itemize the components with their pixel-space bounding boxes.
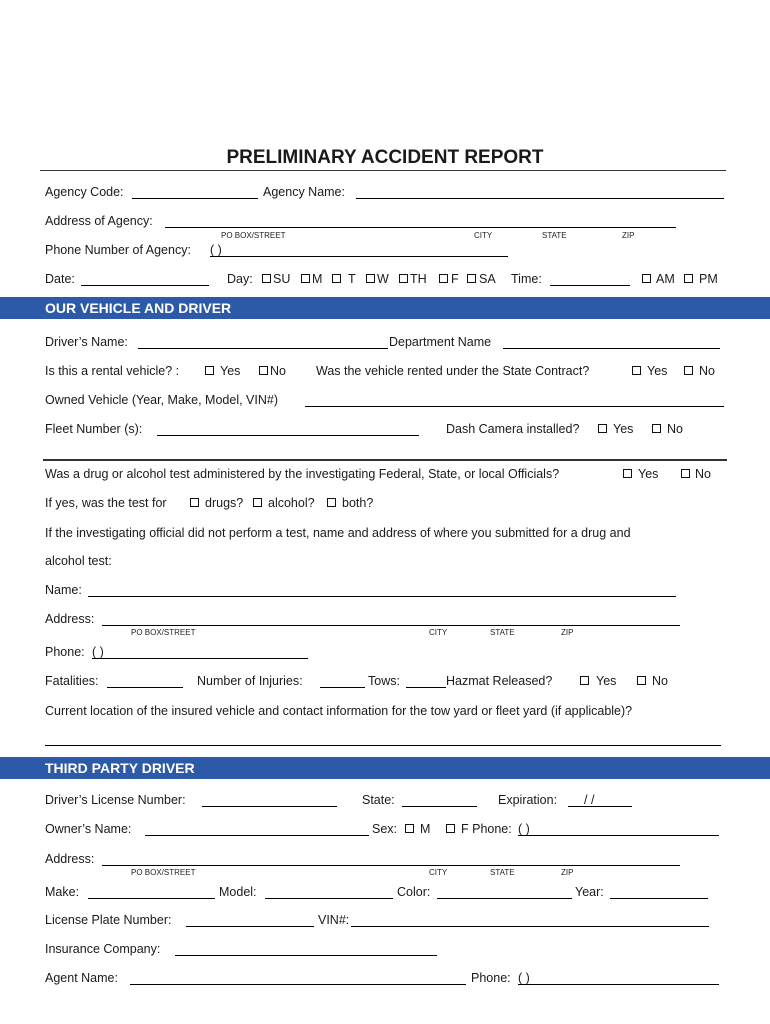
state-contract-question: Was the vehicle rented under the State Contract? [316, 364, 590, 378]
test-site-phone-label: Phone: [45, 645, 85, 659]
agency-phone-paren: ( ) [210, 243, 222, 257]
expiration-field[interactable] [568, 806, 632, 807]
fatalities-label: Fatalities: [45, 674, 99, 688]
state-label: State: [362, 793, 395, 807]
expiration-slashes: / / [584, 793, 595, 807]
day-w-label: W [377, 272, 389, 286]
day-f-label: F [451, 272, 459, 286]
not-performed-text-1: If the investigating official did not perform a test, name and address of where you submitted for a drug and [45, 526, 631, 540]
state-field[interactable] [402, 806, 477, 807]
not-performed-text-2: alcohol test: [45, 554, 112, 568]
rental-yes-checkbox[interactable] [205, 366, 214, 375]
sub-city-label: CITY [429, 868, 448, 877]
sub-zip-label: ZIP [561, 868, 574, 877]
third-party-address-label: Address: [45, 852, 95, 866]
contract-no-label: No [699, 364, 715, 378]
dash-no-label: No [667, 422, 683, 436]
owner-phone-paren: ( ) [518, 822, 530, 836]
day-m-label: M [312, 272, 323, 286]
section-header-third-party [0, 757, 770, 779]
dash-yes-label: Yes [613, 422, 634, 436]
color-label: Color: [397, 885, 431, 899]
f-phone-label: F Phone: [461, 822, 512, 836]
agency-name-label: Agency Name: [263, 185, 345, 199]
agent-phone-field[interactable] [518, 984, 719, 985]
test-site-phone-field[interactable] [92, 658, 308, 659]
tows-label: Tows: [368, 674, 400, 688]
fleet-number-field[interactable] [157, 435, 419, 436]
sex-f-checkbox[interactable] [446, 824, 455, 833]
day-t-label: T [348, 272, 356, 286]
sub-pobox-label: PO BOX/STREET [221, 231, 286, 240]
sub-state-label: STATE [490, 628, 515, 637]
current-location-field[interactable] [45, 745, 721, 746]
alcohol-label: alcohol? [268, 496, 315, 510]
sex-label: Sex: [372, 822, 398, 836]
day-th-checkbox[interactable] [399, 274, 408, 283]
agent-name-field[interactable] [130, 984, 466, 985]
day-t-checkbox[interactable] [332, 274, 341, 283]
model-label: Model: [219, 885, 257, 899]
rental-question: Is this a rental vehicle? : [45, 364, 180, 378]
am-label: AM [656, 272, 675, 286]
time-field[interactable] [550, 285, 630, 286]
section-divider [43, 459, 727, 461]
sub-state-label: STATE [542, 231, 567, 240]
sub-state-label: STATE [490, 868, 515, 877]
insurance-label: Insurance Company: [45, 942, 161, 956]
plate-field[interactable] [186, 926, 314, 927]
dash-no-checkbox[interactable] [652, 424, 661, 433]
day-su-checkbox[interactable] [262, 274, 271, 283]
day-sa-label: SA [479, 272, 496, 286]
agency-code-field[interactable] [132, 198, 258, 199]
year-field[interactable] [610, 898, 708, 899]
date-label: Date: [45, 272, 75, 286]
contract-no-checkbox[interactable] [684, 366, 693, 375]
injuries-field[interactable] [320, 687, 365, 688]
injuries-label: Number of Injuries: [197, 674, 303, 688]
if-yes-label: If yes, was the test for [45, 496, 167, 510]
color-field[interactable] [437, 898, 572, 899]
owners-name-label: Owner’s Name: [45, 822, 132, 836]
fleet-number-label: Fleet Number (s): [45, 422, 143, 436]
hazmat-label: Hazmat Released? [446, 674, 553, 688]
sub-city-label: CITY [474, 231, 493, 240]
agency-name-field[interactable] [356, 198, 724, 199]
drugs-checkbox[interactable] [190, 498, 199, 507]
section-header-our-vehicle [0, 297, 770, 319]
sub-zip-label: ZIP [561, 628, 574, 637]
sub-zip-label: ZIP [622, 231, 635, 240]
page-title: PRELIMINARY ACCIDENT REPORT [226, 147, 544, 168]
day-m-checkbox[interactable] [301, 274, 310, 283]
rental-no-label: No [270, 364, 286, 378]
test-site-name-field[interactable] [88, 596, 676, 597]
agency-address-field[interactable] [165, 227, 676, 228]
sub-city-label: CITY [429, 628, 448, 637]
vin-field[interactable] [351, 926, 709, 927]
agency-address-label: Address of Agency: [45, 214, 153, 228]
title-rule [40, 170, 726, 171]
agent-phone-label: Phone: [471, 971, 511, 985]
drug-test-question: Was a drug or alcohol test administered by the investigating Federal, State, or local Officials? [45, 467, 560, 481]
drug-test-yes-checkbox[interactable] [623, 469, 632, 478]
dash-camera-label: Dash Camera installed? [446, 422, 580, 436]
pm-checkbox[interactable] [684, 274, 693, 283]
agent-name-label: Agent Name: [45, 971, 118, 985]
both-checkbox[interactable] [327, 498, 336, 507]
plate-label: License Plate Number: [45, 913, 172, 927]
time-label: Time: [511, 272, 542, 286]
rental-no-checkbox[interactable] [259, 366, 268, 375]
insurance-field[interactable] [175, 955, 437, 956]
day-label: Day: [227, 272, 253, 286]
drug-test-no-label: No [695, 467, 711, 481]
am-checkbox[interactable] [642, 274, 651, 283]
sex-m-label: M [420, 822, 431, 836]
day-w-checkbox[interactable] [366, 274, 375, 283]
sex-m-checkbox[interactable] [405, 824, 414, 833]
year-label: Year: [575, 885, 604, 899]
dash-yes-checkbox[interactable] [598, 424, 607, 433]
hazmat-yes-checkbox[interactable] [580, 676, 589, 685]
section-title: OUR VEHICLE AND DRIVER [45, 300, 232, 316]
vin-label: VIN#: [318, 913, 350, 927]
drivers-name-field[interactable] [138, 348, 388, 349]
make-field[interactable] [88, 898, 215, 899]
contract-yes-label: Yes [647, 364, 668, 378]
owned-vehicle-field[interactable] [305, 406, 724, 407]
day-th-label: TH [410, 272, 427, 286]
hazmat-no-label: No [652, 674, 668, 688]
department-name-field[interactable] [503, 348, 720, 349]
drug-test-no-checkbox[interactable] [681, 469, 690, 478]
fatalities-field[interactable] [107, 687, 183, 688]
agency-phone-field[interactable] [210, 256, 508, 257]
contract-yes-checkbox[interactable] [632, 366, 641, 375]
department-name-label: Department Name [389, 335, 492, 349]
sub-pobox-label: PO BOX/STREET [131, 868, 196, 877]
test-site-phone-paren: ( ) [92, 645, 104, 659]
alcohol-checkbox[interactable] [253, 498, 262, 507]
agent-phone-paren: ( ) [518, 971, 530, 985]
license-number-label: Driver’s License Number: [45, 793, 186, 807]
rental-yes-label: Yes [220, 364, 241, 378]
section-title: THIRD PARTY DRIVER [45, 760, 195, 776]
pm-label: PM [699, 272, 718, 286]
owned-vehicle-label: Owned Vehicle (Year, Make, Model, VIN#) [45, 393, 278, 407]
day-su-label: SU [273, 272, 291, 286]
hazmat-no-checkbox[interactable] [637, 676, 646, 685]
owners-name-field[interactable] [145, 835, 369, 836]
sub-pobox-label: PO BOX/STREET [131, 628, 196, 637]
hazmat-yes-label: Yes [596, 674, 617, 688]
model-field[interactable] [265, 898, 393, 899]
test-site-address-label: Address: [45, 612, 95, 626]
drivers-name-label: Driver’s Name: [45, 335, 128, 349]
third-party-address-field[interactable] [102, 865, 680, 866]
drug-test-yes-label: Yes [638, 467, 659, 481]
test-site-name-label: Name: [45, 583, 82, 597]
expiration-label: Expiration: [498, 793, 558, 807]
date-field[interactable] [81, 285, 209, 286]
current-location-label: Current location of the insured vehicle and contact information for the tow yard or fleet yard (if applicable)? [45, 704, 633, 718]
agency-code-label: Agency Code: [45, 185, 124, 199]
license-number-field[interactable] [202, 806, 337, 807]
make-label: Make: [45, 885, 80, 899]
agency-phone-label: Phone Number of Agency: [45, 243, 191, 257]
day-f-checkbox[interactable] [439, 274, 448, 283]
day-sa-checkbox[interactable] [467, 274, 476, 283]
owner-phone-field[interactable] [518, 835, 719, 836]
test-site-address-field[interactable] [102, 625, 680, 626]
tows-field[interactable] [406, 687, 446, 688]
both-label: both? [342, 496, 374, 510]
drugs-label: drugs? [205, 496, 244, 510]
